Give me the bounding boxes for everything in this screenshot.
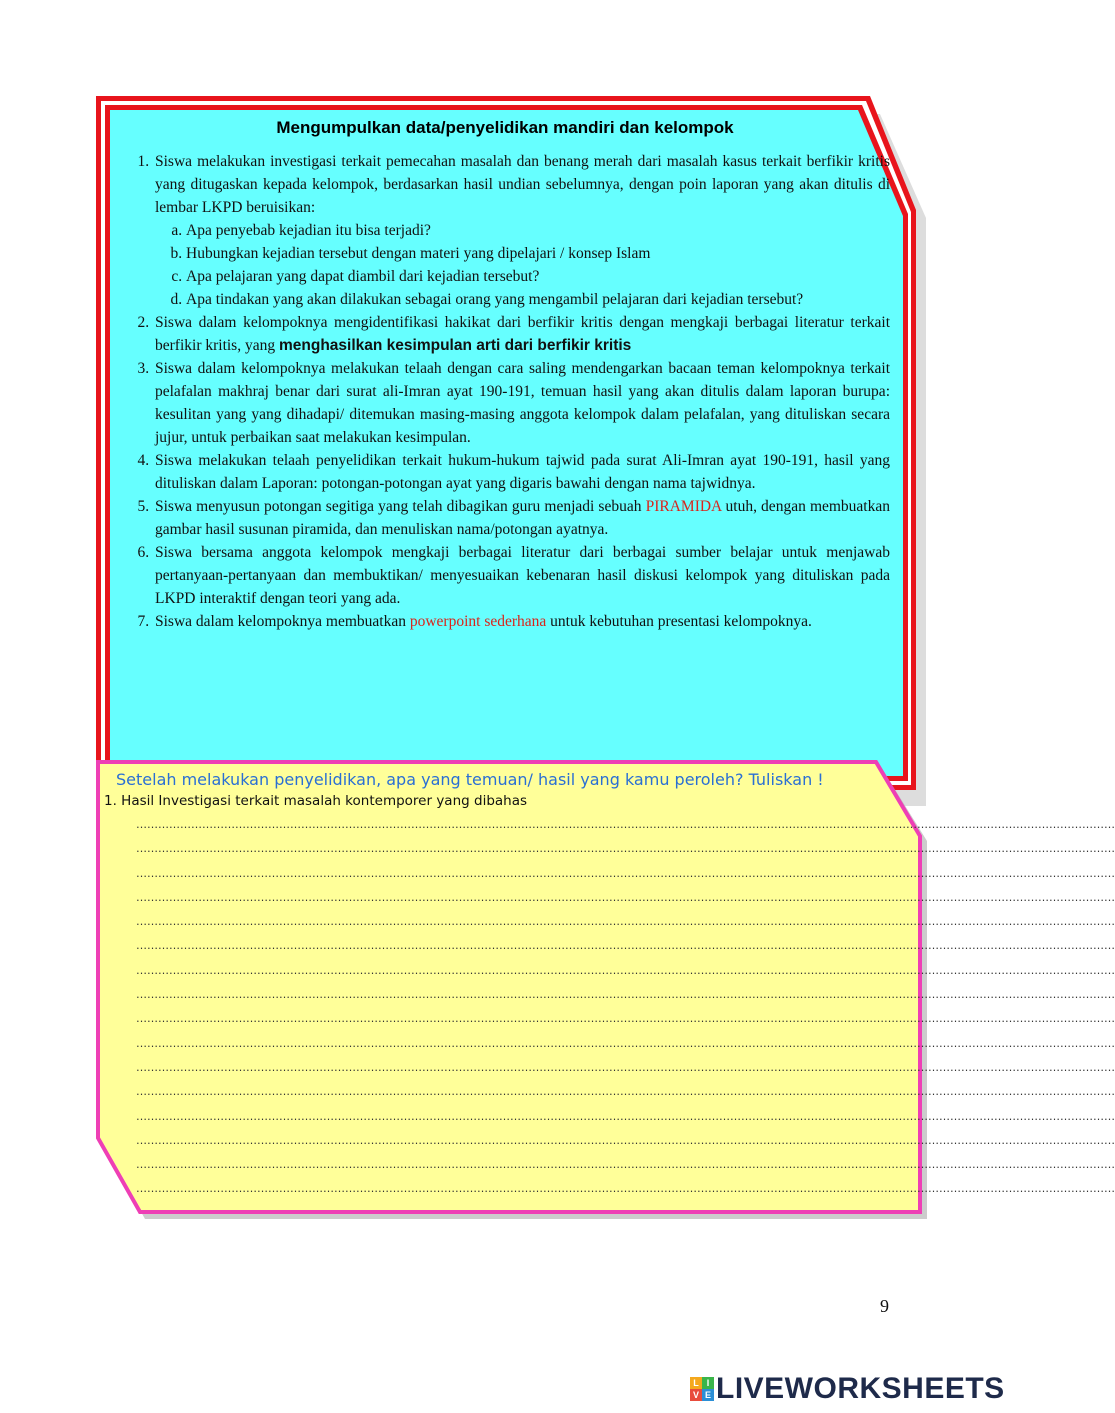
answer-line[interactable]: …………………………………………………………………………………………………………………………………………………………………………………………………………………………………………… xyxy=(136,1133,1115,1147)
investigation-card xyxy=(120,112,890,633)
sub-item-c: c. Apa pelajaran yang dapat diambil dari kejadian tersebut? xyxy=(186,265,890,288)
answer-card xyxy=(104,770,1115,1202)
answer-line[interactable]: …………………………………………………………………………………………………………………………………………………………………………………………………………………………………………… xyxy=(136,1109,1115,1123)
answer-line[interactable]: …………………………………………………………………………………………………………………………………………………………………………………………………………………………………………… xyxy=(136,818,1115,831)
piramida-highlight: PIRAMIDA xyxy=(645,498,722,515)
logo-letter: L xyxy=(690,1377,702,1389)
answer-line[interactable]: …………………………………………………………………………………………………………………………………………………………………………………………………………………………………………… xyxy=(136,842,1115,856)
answer-line[interactable]: …………………………………………………………………………………………………………………………………………………………………………………………………………………………………………… xyxy=(136,890,1115,904)
card-title: Mengumpulkan data/penyelidikan mandiri dan kelompok xyxy=(276,118,734,137)
liveworksheets-logo-icon xyxy=(690,1377,714,1401)
answer-lines[interactable] xyxy=(104,813,1115,1202)
step-5: 5. Siswa menyusun potongan segitiga yang telah dibagikan guru menjadi sebuah PIRAMIDA utuh, dengan membuatkan gambar hasil susunan piramida, dan menuliskan nama/potongan ayatnya. xyxy=(153,495,890,541)
powerpoint-highlight: powerpoint sederhana xyxy=(409,613,547,630)
answer-line[interactable]: …………………………………………………………………………………………………………………………………………………………………………………………………………………………………………… xyxy=(136,1085,1115,1099)
brand-name: LIVEWORKSHEETS xyxy=(716,1372,1005,1405)
answer-prompt: Setelah melakukan penyelidikan, apa yang temuan/ hasil yang kamu peroleh? Tuliskan ! xyxy=(116,770,824,789)
step-7: 7. Siswa dalam kelompoknya membuatkan powerpoint sederhana untuk kebutuhan presentasi kelompoknya. xyxy=(153,610,890,633)
steps-list xyxy=(120,150,890,633)
answer-line[interactable]: …………………………………………………………………………………………………………………………………………………………………………………………………………………………………………… xyxy=(136,1182,1115,1196)
answer-line[interactable]: …………………………………………………………………………………………………………………………………………………………………………………………………………………………………………… xyxy=(136,963,1115,977)
answer-line[interactable]: …………………………………………………………………………………………………………………………………………………………………………………………………………………………………………… xyxy=(136,1036,1115,1050)
step-6: 6. Siswa bersama anggota kelompok mengkaji berbagai literatur dari berbagai sumber belajar untuk menjawab pertanyaan-pertanyaan dan membuktikan/ menyesuaikan kebenaran hasil diskusi kelompok yang dituliskan pada LKPD interaktif dengan teori yang ada. xyxy=(153,541,890,610)
answer-question: 1. Hasil Investigasi terkait masalah kontemporer yang dibahas xyxy=(104,793,528,809)
answer-line[interactable]: …………………………………………………………………………………………………………………………………………………………………………………………………………………………………………… xyxy=(136,915,1115,929)
step-1-sublist xyxy=(155,219,890,311)
sub-item-a: a. Apa penyebab kejadian itu bisa terjadi? xyxy=(186,219,890,242)
answer-line[interactable]: …………………………………………………………………………………………………………………………………………………………………………………………………………………………………………… xyxy=(136,988,1115,1002)
step-1: 1. Siswa melakukan investigasi terkait pemecahan masalah dan benang merah dari masalah kasus terkait berfikir kritis yang ditugaskan kepada kelompok, berdasarkan hasil undian sebelumnya, dengan poin laporan yang akan ditulis di lembar LKPD beruisikan: a. Apa penyebab kejadian itu bisa terjadi? b. Hubungkan kejadian tersebut dengan materi yang dipelajari / konsep Islam c. Apa pelajaran yang dapat diambil dari kejadian tersebut? d. Apa tindakan yang akan dilakukan sebagai orang yang mengambil pelajaran dari kejadian tersebut? xyxy=(153,150,890,311)
logo-letter: E xyxy=(702,1389,714,1401)
page-number: 9 xyxy=(880,1296,889,1316)
logo-letter: I xyxy=(702,1377,714,1389)
answer-line[interactable]: …………………………………………………………………………………………………………………………………………………………………………………………………………………………………………… xyxy=(136,866,1115,880)
step-4: 4. Siswa melakukan telaah penyelidikan terkait hukum-hukum tajwid pada surat Ali-Imran ayat 190-191, hasil yang dituliskan dalam Laporan: potongan-potongan ayat yang digaris bawahi dengan nama tajwidnya. xyxy=(153,449,890,495)
answer-line[interactable]: …………………………………………………………………………………………………………………………………………………………………………………………………………………………………………… xyxy=(136,939,1115,953)
step-3: 3. Siswa dalam kelompoknya melakukan telaah dengan cara saling mendengarkan bacaan teman kelompoknya terkait pelafalan makhraj benar dari surat ali-Imran ayat 190-191, temuan hasil yang akan ditulis dalam laporan burupa: kesulitan yang yang dihadapi/ ditemukan masing-masing anggota kelompok dalam pelafalan, yang dituliskan secara jujur, untuk perbaikan saat melakukan kesimpulan. xyxy=(153,357,890,449)
answer-line[interactable]: …………………………………………………………………………………………………………………………………………………………………………………………………………………………………………… xyxy=(136,1012,1115,1026)
sub-item-d: d. Apa tindakan yang akan dilakukan sebagai orang yang mengambil pelajaran dari kejadian tersebut? xyxy=(186,288,890,311)
step-2-bold: menghasilkan kesimpulan arti dari berfikir kritis xyxy=(278,337,632,354)
answer-line[interactable]: …………………………………………………………………………………………………………………………………………………………………………………………………………………………………………… xyxy=(136,1060,1115,1074)
step-2: 2. Siswa dalam kelompoknya mengidentifikasi hakikat dari berfikir kritis dengan mengkaji berbagai literatur terkait berfikir kritis, yang menghasilkan kesimpulan arti dari berfikir kritis xyxy=(153,311,890,357)
answer-line[interactable]: …………………………………………………………………………………………………………………………………………………………………………………………………………………………………………… xyxy=(136,1158,1115,1172)
sub-item-b: b. Hubungkan kejadian tersebut dengan materi yang dipelajari / konsep Islam xyxy=(186,242,890,265)
liveworksheets-brand[interactable] xyxy=(690,1372,1005,1406)
logo-letter: V xyxy=(690,1389,702,1401)
